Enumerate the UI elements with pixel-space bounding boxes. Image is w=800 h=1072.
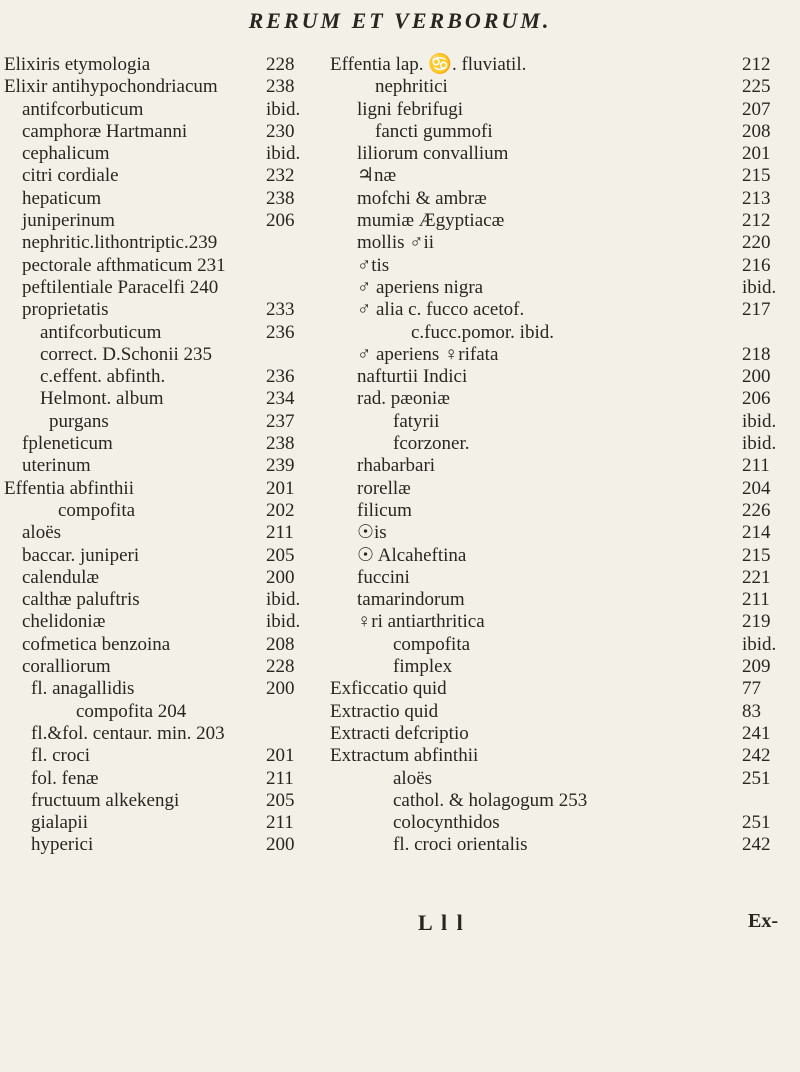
entry-page: 208 bbox=[266, 633, 295, 655]
entry-term: fl. croci bbox=[31, 745, 91, 767]
index-entry bbox=[330, 344, 796, 366]
entry-page: 215 bbox=[742, 544, 771, 566]
index-entry bbox=[330, 790, 796, 812]
entry-term: fancti gummofi bbox=[375, 120, 493, 142]
entry-page: 230 bbox=[266, 120, 295, 142]
entry-page: 238 bbox=[266, 187, 295, 209]
entry-term: fpleneticum bbox=[22, 433, 113, 455]
entry-page: 211 bbox=[266, 767, 294, 789]
index-entry bbox=[4, 723, 362, 745]
index-entry bbox=[330, 99, 796, 121]
entry-term: mofchi & ambræ bbox=[357, 187, 487, 209]
index-entry bbox=[330, 433, 796, 455]
running-header: RERUM ET VERBORUM. bbox=[248, 8, 552, 33]
entry-term: Elixir antihypochondriacum bbox=[4, 76, 218, 98]
entry-term: fl.&fol. centaur. min. 203 bbox=[31, 722, 225, 744]
index-entry bbox=[4, 388, 362, 410]
entry-page: 205 bbox=[266, 789, 295, 811]
entry-page: 211 bbox=[266, 812, 294, 834]
index-entry bbox=[330, 545, 796, 567]
entry-term: nafturtii Indici bbox=[357, 366, 468, 388]
entry-page: 236 bbox=[266, 366, 295, 388]
index-entry bbox=[4, 545, 362, 567]
entry-term: camphoræ Hartmanni bbox=[22, 120, 188, 142]
entry-term: purgans bbox=[49, 410, 109, 432]
entry-page: 209 bbox=[742, 656, 771, 678]
entry-term: rorellæ bbox=[357, 477, 411, 499]
index-entry bbox=[330, 411, 796, 433]
entry-term: ☉is bbox=[357, 522, 387, 544]
index-entry bbox=[330, 812, 796, 834]
entry-page: 201 bbox=[266, 477, 295, 499]
index-entry bbox=[330, 255, 796, 277]
entry-page: 215 bbox=[742, 165, 771, 187]
index-entry bbox=[4, 455, 362, 477]
entry-page: 217 bbox=[742, 299, 771, 321]
entry-page: 219 bbox=[742, 611, 771, 633]
entry-term: rhabarbari bbox=[357, 455, 436, 477]
entry-term: aloës bbox=[22, 522, 62, 544]
index-entry bbox=[4, 411, 362, 433]
index-entry bbox=[4, 366, 362, 388]
entry-page: ibid. bbox=[266, 143, 301, 165]
entry-term: cathol. & holagogum 253 bbox=[393, 789, 588, 811]
index-entry bbox=[4, 188, 362, 210]
index-entry bbox=[330, 143, 796, 165]
entry-term: ♀ri antiarthritica bbox=[357, 611, 485, 633]
index-entry bbox=[4, 567, 362, 589]
entry-page: 236 bbox=[266, 321, 295, 343]
entry-term: mollis ♂ii bbox=[357, 232, 435, 254]
index-entry bbox=[330, 299, 796, 321]
entry-term: mumiæ Ægyptiacæ bbox=[357, 210, 505, 232]
entry-term: fimplex bbox=[393, 656, 453, 678]
entry-page: 216 bbox=[742, 254, 771, 276]
entry-term: cofmetica benzoina bbox=[22, 633, 171, 655]
index-entry bbox=[4, 299, 362, 321]
entry-term: ☉ Alcaheftina bbox=[357, 544, 467, 566]
entry-term: Elixiris etymologia bbox=[4, 54, 151, 75]
entry-term: proprietatis bbox=[22, 299, 109, 321]
index-entry bbox=[4, 790, 362, 812]
entry-term: filicum bbox=[357, 499, 412, 521]
entry-term: Helmont. album bbox=[40, 388, 164, 410]
entry-term: calthæ paluftris bbox=[22, 589, 140, 611]
entry-term: chelidoniæ bbox=[22, 611, 106, 633]
entry-page: 201 bbox=[266, 745, 295, 767]
index-entry bbox=[4, 678, 362, 700]
entry-term: gialapii bbox=[31, 812, 88, 834]
index-entry bbox=[4, 165, 362, 187]
index-entry bbox=[4, 344, 362, 366]
entry-term: ♃næ bbox=[357, 165, 397, 187]
index-entry bbox=[330, 76, 796, 98]
entry-page: 200 bbox=[266, 834, 295, 856]
entry-term: Effentia lap. ♋. fluviatil. bbox=[330, 54, 527, 75]
index-entry bbox=[330, 745, 796, 767]
index-entry bbox=[4, 611, 362, 633]
entry-term: ♂tis bbox=[357, 254, 390, 276]
index-entry bbox=[4, 99, 362, 121]
entry-page: ibid. bbox=[742, 410, 777, 432]
left-column bbox=[4, 54, 362, 857]
entry-term: ♂ aperiens ♀rifata bbox=[357, 343, 499, 365]
index-entry bbox=[330, 322, 796, 344]
entry-page: 251 bbox=[742, 767, 771, 789]
index-entry bbox=[4, 589, 362, 611]
entry-page: 242 bbox=[742, 745, 771, 767]
entry-term: calendulæ bbox=[22, 566, 100, 588]
entry-term: fructuum alkekengi bbox=[31, 789, 180, 811]
entry-page: 206 bbox=[742, 388, 771, 410]
entry-term: nephritic.lithontriptic.239 bbox=[22, 232, 218, 254]
index-entry bbox=[330, 277, 796, 299]
index-entry bbox=[4, 656, 362, 678]
entry-page: 214 bbox=[742, 522, 771, 544]
entry-term: ligni febrifugi bbox=[357, 98, 464, 120]
index-entry bbox=[4, 277, 362, 299]
signature-mark: L l l bbox=[418, 910, 465, 935]
index-entry bbox=[4, 121, 362, 143]
entry-term: correct. D.Schonii 235 bbox=[40, 343, 213, 365]
index-entry bbox=[330, 121, 796, 143]
index-entry bbox=[330, 210, 796, 232]
index-entry bbox=[4, 812, 362, 834]
index-entry bbox=[4, 143, 362, 165]
entry-page: ibid. bbox=[266, 98, 301, 120]
index-entry bbox=[330, 388, 796, 410]
entry-term: coralliorum bbox=[22, 656, 111, 678]
entry-term: compofita bbox=[58, 499, 136, 521]
entry-term: Extractio quid bbox=[330, 700, 439, 722]
index-entry bbox=[4, 210, 362, 232]
entry-page: 218 bbox=[742, 343, 771, 365]
index-entry bbox=[4, 522, 362, 544]
entry-term: liliorum convallium bbox=[357, 143, 509, 165]
index-entry bbox=[4, 634, 362, 656]
index-entry bbox=[330, 634, 796, 656]
index-entry bbox=[4, 54, 362, 76]
entry-page: 241 bbox=[742, 722, 771, 744]
index-entry bbox=[4, 322, 362, 344]
index-entry bbox=[4, 76, 362, 98]
entry-term: pectorale afthmaticum 231 bbox=[22, 254, 226, 276]
entry-page: 213 bbox=[742, 187, 771, 209]
entry-term: nephritici bbox=[375, 76, 448, 98]
entry-term: rad. pæoniæ bbox=[357, 388, 450, 410]
entry-term: c.fucc.pomor. ibid. bbox=[411, 321, 554, 343]
index-entry bbox=[330, 611, 796, 633]
index-entry bbox=[330, 522, 796, 544]
entry-page: 205 bbox=[266, 544, 295, 566]
entry-term: compofita 204 bbox=[76, 700, 187, 722]
entry-page: 239 bbox=[266, 455, 295, 477]
entry-term: antifcorbuticum bbox=[22, 98, 144, 120]
entry-page: 251 bbox=[742, 812, 771, 834]
catchword: Ex- bbox=[748, 910, 778, 932]
entry-page: 220 bbox=[742, 232, 771, 254]
index-entry bbox=[330, 834, 796, 856]
entry-page: 233 bbox=[266, 299, 295, 321]
entry-page: 238 bbox=[266, 76, 295, 98]
index-entry bbox=[4, 478, 362, 500]
entry-term: fl. croci orientalis bbox=[393, 834, 528, 856]
index-entry bbox=[330, 366, 796, 388]
entry-page: 228 bbox=[266, 656, 295, 678]
entry-page: 201 bbox=[742, 143, 771, 165]
entry-page: 228 bbox=[266, 54, 295, 75]
entry-term: fuccini bbox=[357, 566, 410, 588]
entry-term: Effentia abfinthii bbox=[4, 477, 134, 499]
index-entry bbox=[330, 768, 796, 790]
entry-page: 204 bbox=[742, 477, 771, 499]
entry-term: cephalicum bbox=[22, 143, 110, 165]
index-entry bbox=[330, 54, 796, 76]
index-entry bbox=[4, 834, 362, 856]
entry-term: antifcorbuticum bbox=[40, 321, 162, 343]
index-entry bbox=[330, 678, 796, 700]
entry-term: baccar. juniperi bbox=[22, 544, 140, 566]
entry-term: Extracti defcriptio bbox=[330, 722, 469, 744]
entry-page: 232 bbox=[266, 165, 295, 187]
entry-page: 200 bbox=[266, 566, 295, 588]
index-entry bbox=[330, 232, 796, 254]
index-entry bbox=[4, 433, 362, 455]
index-entry bbox=[4, 701, 362, 723]
entry-page: ibid. bbox=[266, 611, 301, 633]
entry-page: 211 bbox=[742, 455, 770, 477]
entry-page: 237 bbox=[266, 410, 295, 432]
right-column bbox=[330, 54, 796, 857]
entry-term: fcorzoner. bbox=[393, 433, 470, 455]
entry-page: 200 bbox=[742, 366, 771, 388]
entry-term: hepaticum bbox=[22, 187, 102, 209]
entry-page: 234 bbox=[266, 388, 295, 410]
index-entry bbox=[330, 455, 796, 477]
entry-term: fol. fenæ bbox=[31, 767, 99, 789]
index-entry bbox=[330, 656, 796, 678]
entry-page: 206 bbox=[266, 210, 295, 232]
entry-page: 211 bbox=[266, 522, 294, 544]
entry-term: Extractum abfinthii bbox=[330, 745, 479, 767]
entry-page: 207 bbox=[742, 98, 771, 120]
entry-term: aloës bbox=[393, 767, 433, 789]
index-entry bbox=[4, 255, 362, 277]
entry-page: ibid. bbox=[742, 633, 777, 655]
entry-term: peftilentiale Paracelfi 240 bbox=[22, 276, 219, 298]
index-entry bbox=[330, 188, 796, 210]
entry-term: citri cordiale bbox=[22, 165, 119, 187]
entry-page: ibid. bbox=[742, 433, 777, 455]
index-entry bbox=[330, 723, 796, 745]
index-entry bbox=[330, 589, 796, 611]
entry-page: 212 bbox=[742, 210, 771, 232]
entry-page: 211 bbox=[742, 589, 770, 611]
entry-page: 208 bbox=[742, 120, 771, 142]
entry-page: 225 bbox=[742, 76, 771, 98]
entry-term: Exficcatio quid bbox=[330, 678, 447, 700]
entry-term: tamarindorum bbox=[357, 589, 465, 611]
index-entry bbox=[330, 567, 796, 589]
entry-page: 238 bbox=[266, 433, 295, 455]
entry-page: ibid. bbox=[742, 276, 777, 298]
index-entry bbox=[330, 165, 796, 187]
entry-page: 212 bbox=[742, 54, 771, 75]
index-entry bbox=[330, 478, 796, 500]
entry-page: ibid. bbox=[266, 589, 301, 611]
index-entry bbox=[4, 768, 362, 790]
index-entry bbox=[4, 745, 362, 767]
entry-page: 202 bbox=[266, 499, 295, 521]
entry-page: 221 bbox=[742, 566, 771, 588]
entry-term: juniperinum bbox=[22, 210, 115, 232]
entry-page: 83 bbox=[742, 700, 761, 722]
entry-term: fatyrii bbox=[393, 410, 440, 432]
entry-page: 77 bbox=[742, 678, 761, 700]
entry-term: compofita bbox=[393, 633, 471, 655]
entry-page: 242 bbox=[742, 834, 771, 856]
entry-term: uterinum bbox=[22, 455, 91, 477]
index-entry bbox=[4, 232, 362, 254]
entry-page: 200 bbox=[266, 678, 295, 700]
entry-page: 226 bbox=[742, 499, 771, 521]
index-entry bbox=[330, 500, 796, 522]
entry-term: c.effent. abfinth. bbox=[40, 366, 166, 388]
entry-term: colocynthidos bbox=[393, 812, 500, 834]
entry-term: hyperici bbox=[31, 834, 94, 856]
entry-term: ♂ aperiens nigra bbox=[357, 276, 484, 298]
index-entry bbox=[4, 500, 362, 522]
index-entry bbox=[330, 701, 796, 723]
entry-term: ♂ alia c. fucco acetof. bbox=[357, 299, 525, 321]
entry-term: fl. anagallidis bbox=[31, 678, 135, 700]
